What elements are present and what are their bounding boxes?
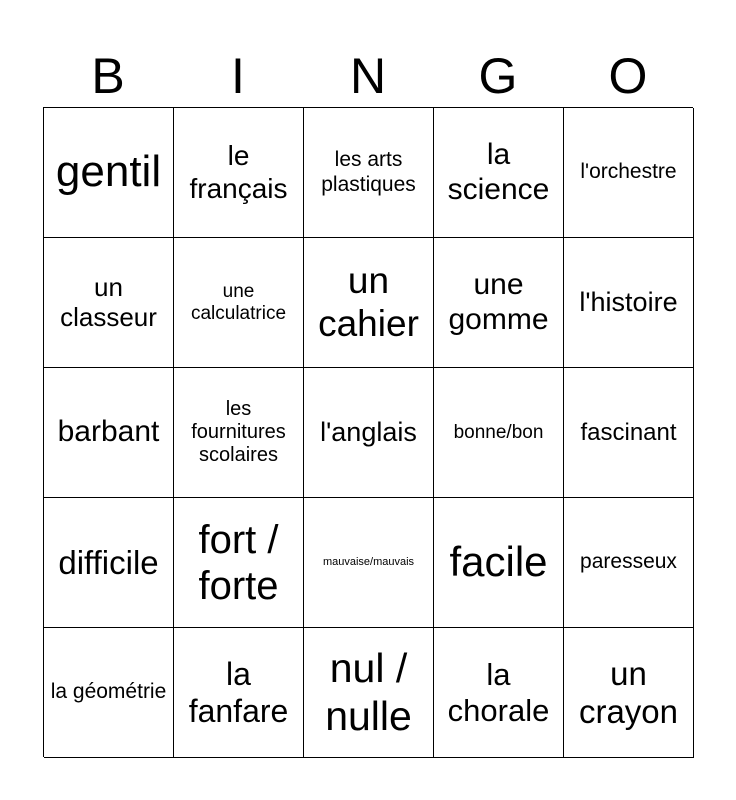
bingo-cell[interactable]: mauvaise/mauvais <box>304 498 434 628</box>
bingo-cell[interactable]: les arts plastiques <box>304 108 434 238</box>
bingo-cell[interactable]: nul / nulle <box>304 628 434 758</box>
bingo-cell[interactable]: fascinant <box>564 368 694 498</box>
bingo-cell[interactable]: bonne/bon <box>434 368 564 498</box>
bingo-cell[interactable]: les fournitures scolaires <box>174 368 304 498</box>
header-letter-b: B <box>91 48 125 104</box>
bingo-cell[interactable]: une calculatrice <box>174 238 304 368</box>
bingo-cell[interactable]: une gomme <box>434 238 564 368</box>
bingo-cell[interactable]: l'orchestre <box>564 108 694 238</box>
bingo-cell[interactable]: un cahier <box>304 238 434 368</box>
bingo-cell[interactable]: un classeur <box>44 238 174 368</box>
bingo-cell[interactable]: gentil <box>44 108 174 238</box>
bingo-cell[interactable]: un crayon <box>564 628 694 758</box>
bingo-cell[interactable]: facile <box>434 498 564 628</box>
bingo-cell[interactable]: la géométrie <box>44 628 174 758</box>
header-letter-g: G <box>478 48 518 104</box>
bingo-card <box>43 107 693 757</box>
bingo-cell[interactable]: difficile <box>44 498 174 628</box>
header-letter-o: O <box>608 48 648 104</box>
bingo-cell[interactable]: l'histoire <box>564 238 694 368</box>
bingo-cell[interactable]: paresseux <box>564 498 694 628</box>
bingo-header <box>43 44 693 108</box>
bingo-cell[interactable]: barbant <box>44 368 174 498</box>
bingo-cell[interactable]: la fanfare <box>174 628 304 758</box>
bingo-cell[interactable]: fort / forte <box>174 498 304 628</box>
header-letter-n: N <box>349 48 387 104</box>
bingo-cell[interactable]: le français <box>174 108 304 238</box>
bingo-cell[interactable]: la science <box>434 108 564 238</box>
bingo-cell[interactable]: la chorale <box>434 628 564 758</box>
bingo-cell[interactable]: l'anglais <box>304 368 434 498</box>
header-letter-i: I <box>231 48 245 104</box>
